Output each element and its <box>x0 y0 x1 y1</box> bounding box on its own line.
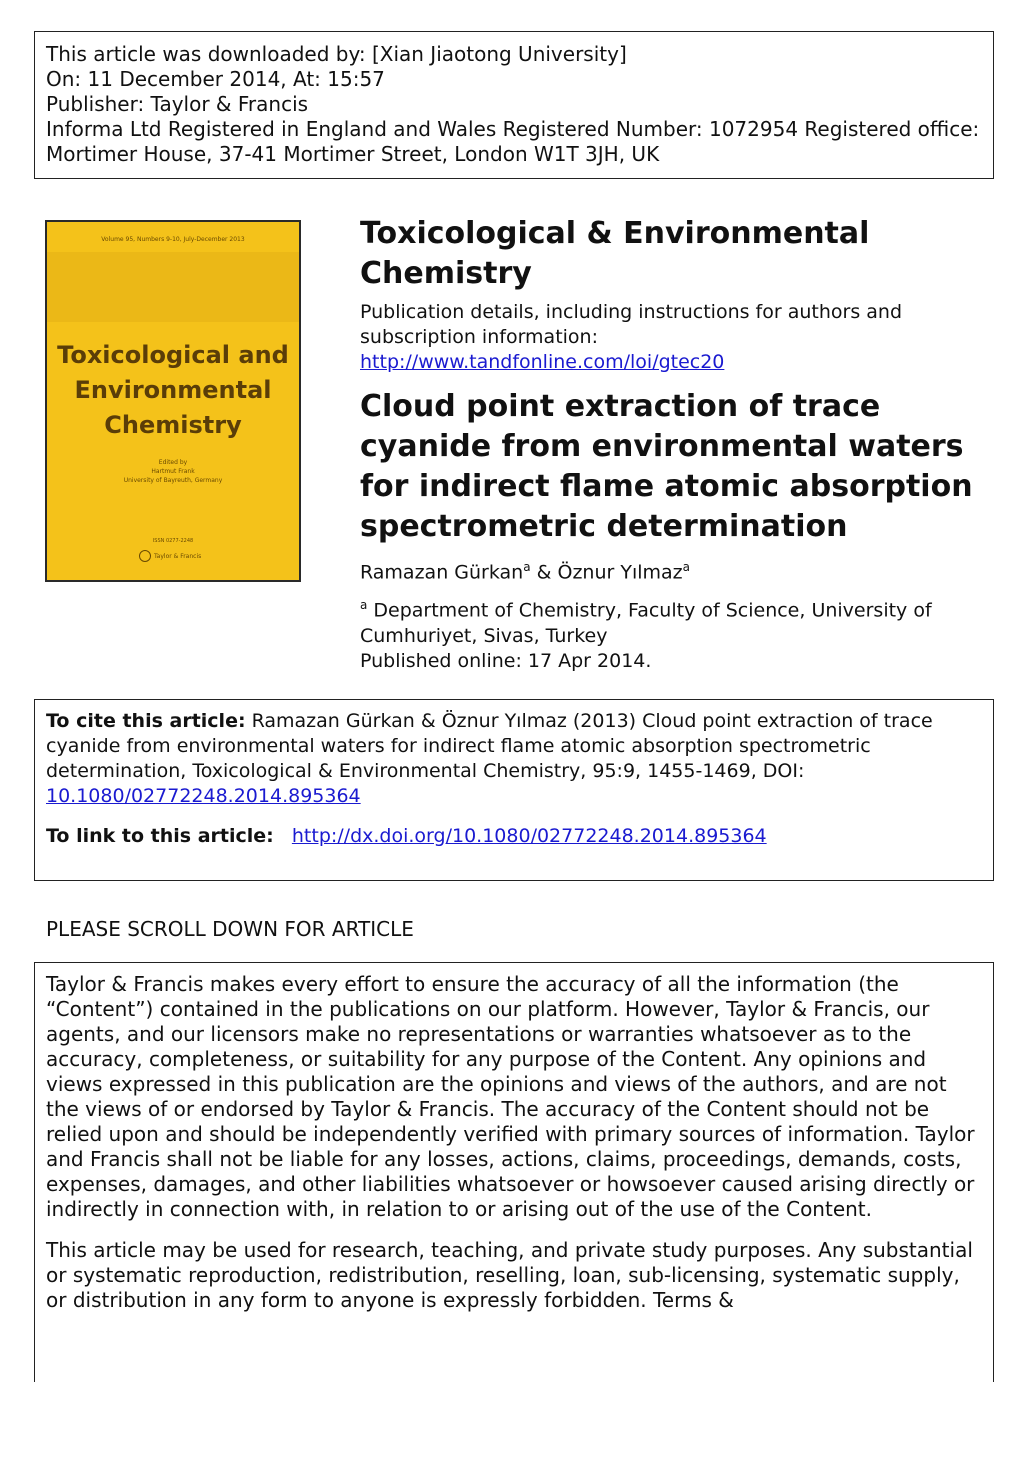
author-name: Öznur Yılmaz <box>557 561 683 584</box>
scroll-down-notice: PLEASE SCROLL DOWN FOR ARTICLE <box>46 917 414 941</box>
disclaimer-box <box>34 962 994 1382</box>
publication-details-text: Publication details, including instructions for authors and subscription information: <box>360 301 903 348</box>
download-line-registration: Informa Ltd Registered in England and Wales Registered Number: 1072954 Registered office: Mortimer House, 37-41 Mortimer Street, London W1T 3JH, UK <box>46 117 980 166</box>
cover-editor-name: Hartmut Frank <box>151 468 195 475</box>
author-affil-marker: a <box>523 560 531 574</box>
journal-name: Toxicological & Environmental Chemistry <box>360 216 870 291</box>
affiliation-marker: a <box>360 598 368 613</box>
link-to-article <box>46 824 982 849</box>
cover-editor <box>47 458 299 485</box>
doi-link[interactable]: 10.1080/02772248.2014.895364 <box>46 785 361 807</box>
cover-title-line1: Toxicological and <box>57 341 289 369</box>
article-title: Cloud point extraction of trace cyanide from environmental waters for indirect flame atomic absorption spectrometric determination <box>360 389 973 544</box>
author-separator: & <box>530 561 558 584</box>
cover-editor-line1: Edited by <box>158 459 188 466</box>
article-header <box>360 214 1000 674</box>
affiliation-text: Department of Chemistry, Faculty of Science, University of Cumhuriyet, Sivas, Turkey <box>360 599 932 647</box>
cover-editor-affil: University of Bayreuth, Germany <box>123 477 223 484</box>
download-line-institution: This article was downloaded by: [Xian Jiaotong University] <box>46 42 627 66</box>
author-affil-marker: a <box>682 560 690 574</box>
citation-box <box>34 699 994 881</box>
cover-band <box>47 252 299 322</box>
journal-cover-image <box>45 220 301 582</box>
publisher-logo-icon <box>139 550 151 562</box>
cover-publisher-logo <box>139 550 201 562</box>
download-line-publisher: Publisher: Taylor & Francis <box>46 92 309 116</box>
cite-this-article <box>46 709 982 809</box>
cover-title-line3: Chemistry <box>104 411 242 439</box>
download-line-date: On: 11 December 2014, At: 15:57 <box>46 67 385 91</box>
disclaimer-paragraph: This article may be used for research, teaching, and private study purposes. Any substantial or systematic reproduction, redistribution, reselling, loan, sub-licensing, systematic supply, or distribution in any form to anyone is expressly forbidden. Terms & <box>46 1238 973 1312</box>
publication-details <box>360 300 1000 375</box>
cover-title <box>47 338 299 443</box>
cover-issn: ISSN 0277-2248 <box>152 538 194 544</box>
cover-publisher-text: Taylor & Francis <box>154 552 202 560</box>
download-notice-box <box>34 31 994 179</box>
article-authors <box>360 555 1000 585</box>
published-online-date: Published online: 17 Apr 2014. <box>360 649 652 672</box>
article-doi-url-link[interactable]: http://dx.doi.org/10.1080/02772248.2014.895364 <box>291 825 767 847</box>
cite-label: To cite this article: <box>46 710 246 732</box>
cover-title-line2: Environmental <box>74 376 272 404</box>
disclaimer-paragraph: Taylor & Francis makes every effort to ensure the accuracy of all the information (the “Content”) contained in the publications on our platform. However, Taylor & Francis, our agents, and our licensors make no representations or warranties whatsoever as to the accuracy, completeness, or suitability for any purpose of the Content. Any opinions and views expressed in this publication are the opinions and views of the authors, and are not the views of or endorsed by Taylor & Francis. The accuracy of the Content should not be relied upon and should be independently verified with primary sources of information. Taylor and Francis shall not be liable for any losses, actions, claims, proceedings, demands, costs, expenses, damages, and other liabilities whatsoever or howsoever caused arising directly or indirectly in connection with, in relation to or arising out of the use of the Content. <box>46 972 975 1221</box>
author-name: Ramazan Gürkan <box>360 561 524 584</box>
journal-url-link[interactable]: http://www.tandfonline.com/loi/gtec20 <box>360 351 725 373</box>
author-affiliation <box>360 593 1000 673</box>
link-label: To link to this article: <box>46 825 274 847</box>
cover-volume-line: Volume 95, Numbers 9-10, July-December 2013 <box>101 236 245 243</box>
cite-text: Ramazan Gürkan & Öznur Yılmaz (2013) Cloud point extraction of trace cyanide from environmental waters for indirect flame atomic absorption spectrometric determination, Toxicological & Environmental Chemistry, 95:9, 1455-1469, DOI: <box>46 710 933 782</box>
